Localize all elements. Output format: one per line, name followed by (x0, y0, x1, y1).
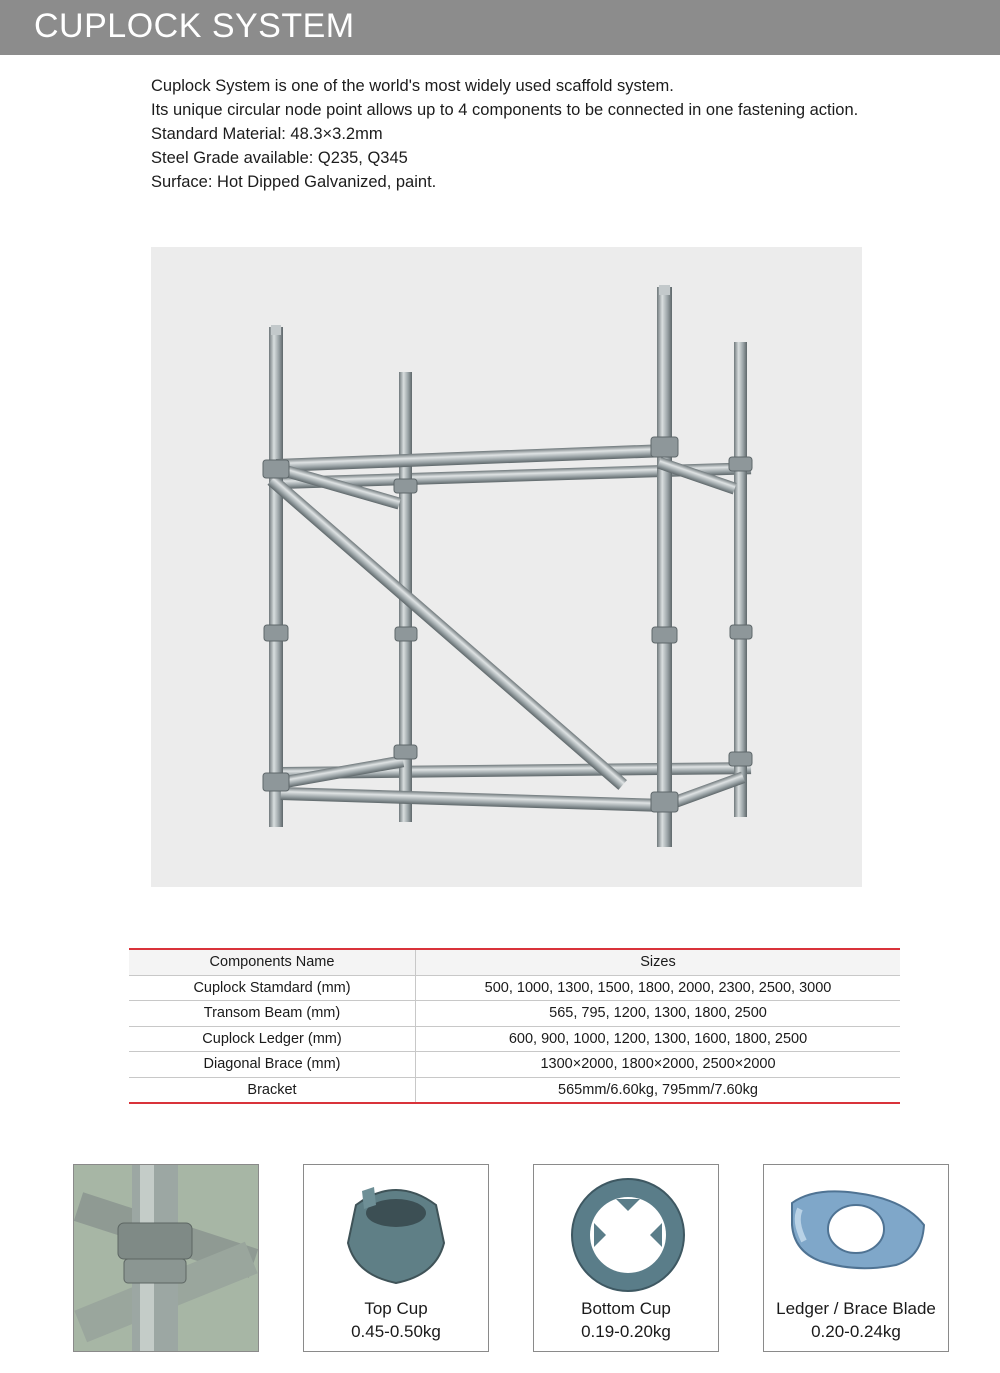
component-weight: 0.20-0.24kg (811, 1322, 901, 1341)
component-name-cell: Bracket (129, 1078, 416, 1103)
table-header-row (129, 950, 900, 976)
table-row (129, 1078, 900, 1103)
component-cards (0, 1164, 1000, 1354)
component-name: Ledger / Brace Blade (776, 1299, 936, 1318)
intro-line: Standard Material: 48.3×3.2mm (151, 125, 383, 143)
component-sizes-cell: 1300×2000, 1800×2000, 2500×2000 (540, 1056, 776, 1073)
scaffold-frame-drawing (151, 247, 862, 887)
page-title: CUPLOCK SYSTEM (34, 7, 355, 45)
component-name: Top Cup (364, 1299, 428, 1318)
table-row (129, 1001, 900, 1027)
column-header-sizes: Sizes (640, 954, 676, 971)
bottom-cup-card (533, 1164, 719, 1352)
table-row (129, 1052, 900, 1078)
cup-node-closeup-image (74, 1165, 258, 1351)
component-sizes-cell: 565mm/6.60kg, 795mm/7.60kg (558, 1081, 758, 1098)
components-spec-table (129, 948, 900, 1104)
component-name-cell: Diagonal Brace (mm) (129, 1052, 416, 1077)
intro-line: Steel Grade available: Q235, Q345 (151, 149, 408, 167)
table-row (129, 976, 900, 1002)
top-cup-card (303, 1164, 489, 1352)
component-weight: 0.45-0.50kg (351, 1322, 441, 1341)
component-name-cell: Cuplock Ledger (mm) (129, 1027, 416, 1052)
page-header (0, 0, 1000, 55)
ledger-brace-blade-card (763, 1164, 949, 1352)
column-header-components-name: Components Name (129, 950, 416, 975)
intro-line: Cuplock System is one of the world's most widely used scaffold system. (151, 77, 674, 95)
component-name: Bottom Cup (581, 1299, 671, 1318)
intro-line: Surface: Hot Dipped Galvanized, paint. (151, 173, 437, 191)
component-name-cell: Cuplock Stamdard (mm) (129, 976, 416, 1001)
scaffold-illustration (151, 247, 862, 887)
intro-line: Its unique circular node point allows up to 4 components to be connected in one fastening action. (151, 101, 859, 119)
intro-text (151, 74, 971, 194)
component-sizes-cell: 500, 1000, 1300, 1500, 1800, 2000, 2300, 2500, 3000 (484, 979, 832, 996)
component-weight: 0.19-0.20kg (581, 1322, 671, 1341)
component-sizes-cell: 600, 900, 1000, 1200, 1300, 1600, 1800, 2500 (508, 1030, 808, 1047)
component-name-cell: Transom Beam (mm) (129, 1001, 416, 1026)
table-row (129, 1027, 900, 1053)
component-sizes-cell: 565, 795, 1200, 1300, 1800, 2500 (549, 1005, 767, 1022)
node-closeup-card (73, 1164, 259, 1352)
